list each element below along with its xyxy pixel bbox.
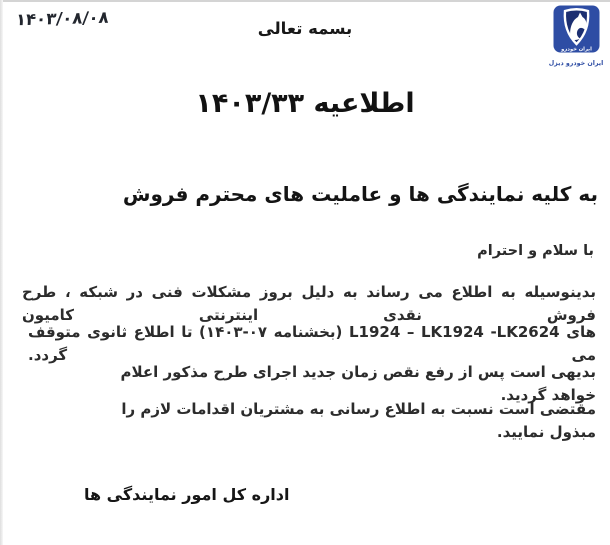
addressee-heading: به کلیه نمایندگی ها و عاملیت های محترم فروش	[122, 182, 598, 206]
scan-edge-left	[0, 0, 3, 545]
scan-edge-top	[0, 0, 610, 2]
body-line-4: مقتضی است نسبت به اطلاع رسانی به مشتریان اقدامات لازم را مبذول نمایید.	[121, 400, 596, 441]
stamp-date: ۱۴۰۳/۰۸/۰۸	[15, 7, 110, 30]
company-logo	[548, 5, 604, 69]
iran-khodro-logo-icon	[548, 5, 604, 69]
notice-title: اطلاعیه ۱۴۰۳/۳۳	[195, 88, 415, 119]
body-line-3: بدیهی است پس از رفع نقص زمان جدید اجرای طرح مذکور اعلام خواهد گردید.	[120, 363, 596, 404]
salutation-text: با سلام و احترام	[477, 243, 594, 259]
signature-text: اداره کل امور نمایندگی ها	[84, 485, 290, 504]
invocation-text: بسمه تعالی	[257, 19, 353, 38]
body-line-2: های L1924 – LK1924 -LK2624 (بخشنامه ۰۷-۱۴۰۳) تا اطلاع ثانوی متوقف می گردد.	[28, 323, 596, 364]
logo-caption: ایران خودرو دیزل	[548, 60, 604, 67]
logo-inner-label: ایران خودرو	[561, 46, 592, 53]
body-line-1: بدینوسیله به اطلاع می رساند به دلیل بروز مشکلات فنی در شبکه ، طرح فروش نقدی اینترنتی کامیون	[22, 283, 596, 324]
